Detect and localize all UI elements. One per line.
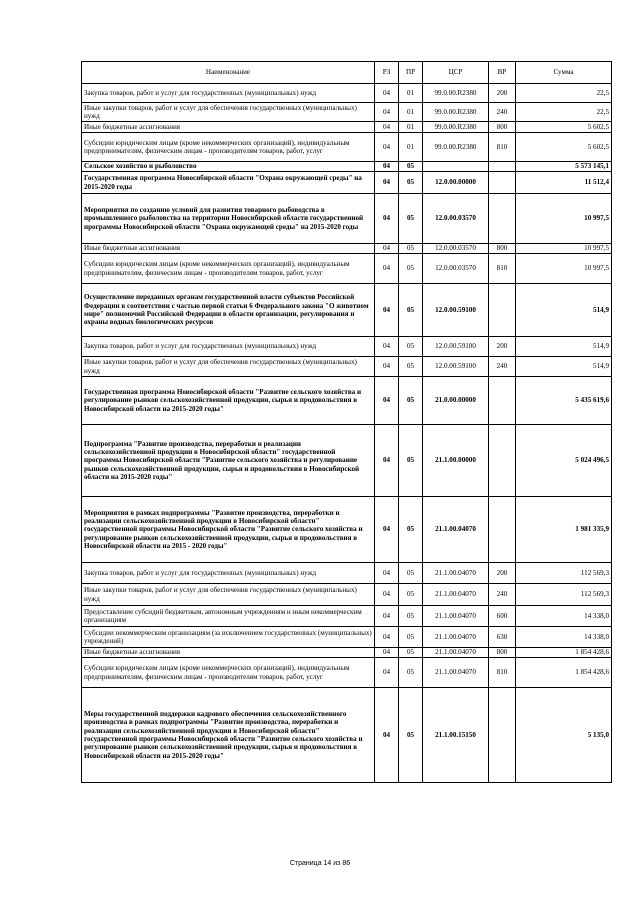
table-row [82,162,612,172]
table-row [82,563,612,584]
cell-vr [489,172,516,194]
header-rz: РЗ [375,62,399,84]
cell-pr: 05 [399,648,423,658]
cell-rz: 04 [375,497,399,563]
cell-vr: 630 [489,627,516,648]
cell-sum: 5 573 145,1 [516,162,612,172]
cell-vr: 200 [489,84,516,103]
cell-vr [489,425,516,497]
cell-vr [489,688,516,783]
table-row [82,103,612,122]
cell-csr: 21.1.00.00000 [423,425,489,497]
cell-vr: 800 [489,648,516,658]
cell-csr: 21.0.00.00000 [423,377,489,425]
cell-rz: 04 [375,162,399,172]
cell-vr: 200 [489,337,516,357]
cell-vr: 240 [489,357,516,377]
cell-sum: 5 024 496,5 [516,425,612,497]
cell-sum: 112 569,3 [516,584,612,606]
cell-pr: 05 [399,606,423,627]
cell-name: Государственная программа Новосибирской области "Охрана окружающей среды" на 2015-2020 годы [82,172,375,194]
cell-rz: 04 [375,648,399,658]
cell-csr [423,162,489,172]
cell-vr [489,194,516,244]
cell-pr: 01 [399,122,423,133]
cell-vr: 800 [489,122,516,133]
cell-rz: 04 [375,584,399,606]
cell-pr: 01 [399,133,423,162]
cell-sum: 10 997,5 [516,244,612,254]
cell-csr: 12.0.00.59100 [423,284,489,337]
cell-name: Субсидии юридическим лицам (кроме некоммерческих организаций), индивидуальным предпринимателям, физическим лицам - производителям товаров, работ, услуг [82,133,375,162]
cell-pr: 05 [399,357,423,377]
cell-name: Субсидии некоммерческим организациям (за исключением государственных (муниципальных) учреждений) [82,627,375,648]
cell-vr [489,284,516,337]
cell-name: Предоставление субсидий бюджетным, автономным учреждениям и иным некоммерческим организациям [82,606,375,627]
table-row [82,688,612,783]
cell-rz: 04 [375,337,399,357]
cell-name: Подпрограмма "Развитие производства, переработки и реализации сельскохозяйственной продукции в Новосибирской области" государственной программы Новосибирской области "Развитие сельского хозяйства и регулирование рынков сельскохозяйственной продукции, сырья и продовольствия в Новосибирской области на 2015-2020 годы" [82,425,375,497]
page-number: Страница 14 из 86 [289,860,351,867]
cell-vr [489,497,516,563]
cell-csr: 21.1.00.15150 [423,688,489,783]
cell-sum: 22,5 [516,103,612,122]
cell-name: Мероприятия в рамках подпрограммы "Развитие производства, переработки и реализации сельскохозяйственной продукции в Новосибирской области" государственной программы Новосибирской области "Развитие сельского хозяйства и регулирование рынков сельскохозяйственной продукции, сырья и продовольствия в Новосибирской области на 2015 - 2020 годы" [82,497,375,563]
cell-sum: 5 602,5 [516,122,612,133]
cell-sum: 5 135,0 [516,688,612,783]
cell-csr: 12.0.00.00000 [423,172,489,194]
table-row [82,254,612,284]
table-row [82,497,612,563]
cell-csr: 21.1.00.04070 [423,584,489,606]
cell-name: Сельское хозяйство и рыболовство [82,162,375,172]
table-row [82,648,612,658]
cell-name: Иные бюджетные ассигнования [82,122,375,133]
table-row [82,244,612,254]
cell-vr: 810 [489,658,516,688]
cell-vr: 810 [489,254,516,284]
header-vr: ВР [489,62,516,84]
cell-name: Иные закупки товаров, работ и услуг для обеспечения государственных (муниципальных) нужд [82,103,375,122]
cell-name: Государственная программа Новосибирской области "Развитие сельского хозяйства и регулирование рынков сельскохозяйственной продукции, сырья и продовольствия в Новосибирской области на 2015-2020 годы" [82,377,375,425]
cell-pr: 05 [399,244,423,254]
table-row [82,584,612,606]
cell-pr: 01 [399,84,423,103]
cell-name: Иные закупки товаров, работ и услуг для обеспечения государственных (муниципальных) нужд [82,357,375,377]
header-sum: Сумма [516,62,612,84]
cell-name: Мероприятия по созданию условий для развития товарного рыбоводства в промышленного рыболовства на территории Новосибирской области государственной программы Новосибирской области "Охрана окружающей среды" на 2015-2020 годы [82,194,375,244]
cell-pr: 05 [399,627,423,648]
cell-name: Субсидии юридическим лицам (кроме некоммерческих организаций), индивидуальным предпринимателям, физическим лицам - производителям товаров, работ, услуг [82,254,375,284]
cell-csr: 12.0.00.03570 [423,244,489,254]
cell-vr: 200 [489,563,516,584]
cell-vr: 240 [489,103,516,122]
cell-vr [489,377,516,425]
table-row [82,357,612,377]
cell-sum: 514,9 [516,357,612,377]
cell-sum: 11 512,4 [516,172,612,194]
cell-pr: 01 [399,103,423,122]
cell-pr: 05 [399,284,423,337]
cell-sum: 14 338,0 [516,627,612,648]
cell-sum: 10 997,5 [516,194,612,244]
cell-vr: 810 [489,133,516,162]
cell-rz: 04 [375,284,399,337]
cell-pr: 05 [399,584,423,606]
table-row [82,337,612,357]
cell-rz: 04 [375,658,399,688]
table-row [82,194,612,244]
cell-rz: 04 [375,563,399,584]
cell-name: Субсидии юридическим лицам (кроме некоммерческих организаций), индивидуальным предпринимателям, физическим лицам - производителям товаров, работ, услуг [82,658,375,688]
cell-rz: 04 [375,244,399,254]
cell-pr: 05 [399,497,423,563]
table-row [82,122,612,133]
cell-name: Закупка товаров, работ и услуг для государственных (муниципальных) нужд [82,337,375,357]
cell-pr: 05 [399,658,423,688]
table-row [82,84,612,103]
cell-sum: 112 569,3 [516,563,612,584]
cell-csr: 12.0.00.59100 [423,357,489,377]
table-row [82,658,612,688]
cell-rz: 04 [375,194,399,244]
cell-pr: 05 [399,254,423,284]
table-row [82,172,612,194]
cell-csr: 12.0.00.03570 [423,194,489,244]
cell-rz: 04 [375,122,399,133]
cell-csr: 99.0.00.R2380 [423,122,489,133]
table-header-row [82,62,612,84]
cell-rz: 04 [375,103,399,122]
cell-csr: 99.0.00.R2380 [423,103,489,122]
cell-rz: 04 [375,606,399,627]
cell-sum: 514,9 [516,337,612,357]
cell-name: Иные закупки товаров, работ и услуг для обеспечения государственных (муниципальных) нужд [82,584,375,606]
cell-csr: 99.0.00.R2380 [423,84,489,103]
cell-sum: 22,5 [516,84,612,103]
cell-sum: 10 997,5 [516,254,612,284]
cell-rz: 04 [375,377,399,425]
cell-pr: 05 [399,194,423,244]
cell-vr: 600 [489,606,516,627]
cell-csr: 21.1.00.04070 [423,627,489,648]
cell-rz: 04 [375,172,399,194]
cell-rz: 04 [375,627,399,648]
cell-rz: 04 [375,688,399,783]
table-row [82,377,612,425]
cell-pr: 05 [399,337,423,357]
table-row [82,425,612,497]
cell-sum: 5 435 619,6 [516,377,612,425]
cell-csr: 99.0.00.R2380 [423,133,489,162]
cell-name: Иные бюджетные ассигнования [82,648,375,658]
table-row [82,133,612,162]
cell-name: Закупка товаров, работ и услуг для государственных (муниципальных) нужд [82,84,375,103]
header-name: Наименование [82,62,375,84]
cell-pr: 05 [399,377,423,425]
cell-rz: 04 [375,254,399,284]
cell-vr: 800 [489,244,516,254]
cell-csr: 21.1.00.04070 [423,658,489,688]
cell-sum: 1 981 335,9 [516,497,612,563]
cell-sum: 1 854 428,6 [516,658,612,688]
cell-csr: 21.1.00.04070 [423,563,489,584]
cell-pr: 05 [399,162,423,172]
cell-pr: 05 [399,172,423,194]
table-row [82,627,612,648]
cell-rz: 04 [375,133,399,162]
cell-csr: 12.0.00.03570 [423,254,489,284]
cell-csr: 21.1.00.04070 [423,648,489,658]
cell-sum: 1 854 428,6 [516,648,612,658]
cell-sum: 514,9 [516,284,612,337]
cell-csr: 21.1.00.04070 [423,606,489,627]
budget-table [81,61,612,783]
cell-pr: 05 [399,563,423,584]
cell-name: Осуществление переданных органам государственной власти субъектов Российской Федерации в соответствии с частью первой статьи 6 Федерального закона "О животном мире" полномочий Российской Федерации в области организации, регулирования и охраны водных биологических ресурсов [82,284,375,337]
table-row [82,606,612,627]
table-row [82,284,612,337]
cell-pr: 05 [399,688,423,783]
cell-csr: 12.0.00.59100 [423,337,489,357]
cell-name: Закупка товаров, работ и услуг для государственных (муниципальных) нужд [82,563,375,584]
cell-name: Иные бюджетные ассигнования [82,244,375,254]
header-pr: ПР [399,62,423,84]
cell-rz: 04 [375,425,399,497]
cell-rz: 04 [375,84,399,103]
cell-sum: 14 338,0 [516,606,612,627]
cell-vr [489,162,516,172]
header-csr: ЦСР [423,62,489,84]
cell-pr: 05 [399,425,423,497]
cell-sum: 5 602,5 [516,133,612,162]
cell-csr: 21.1.00.04070 [423,497,489,563]
cell-vr: 240 [489,584,516,606]
cell-name: Меры государственной поддержки кадрового обеспечения сельскохозяйственного производства в рамках подпрограммы "Развитие производства, переработки и реализации сельскохозяйственной продукции в Новосибирской области" государственной программы Новосибирской области "Развитие сельского хозяйства и регулирование рынков сельскохозяйственной продукции, сырья и продовольствия в Новосибирской области на 2015-2020 годы" [82,688,375,783]
cell-rz: 04 [375,357,399,377]
